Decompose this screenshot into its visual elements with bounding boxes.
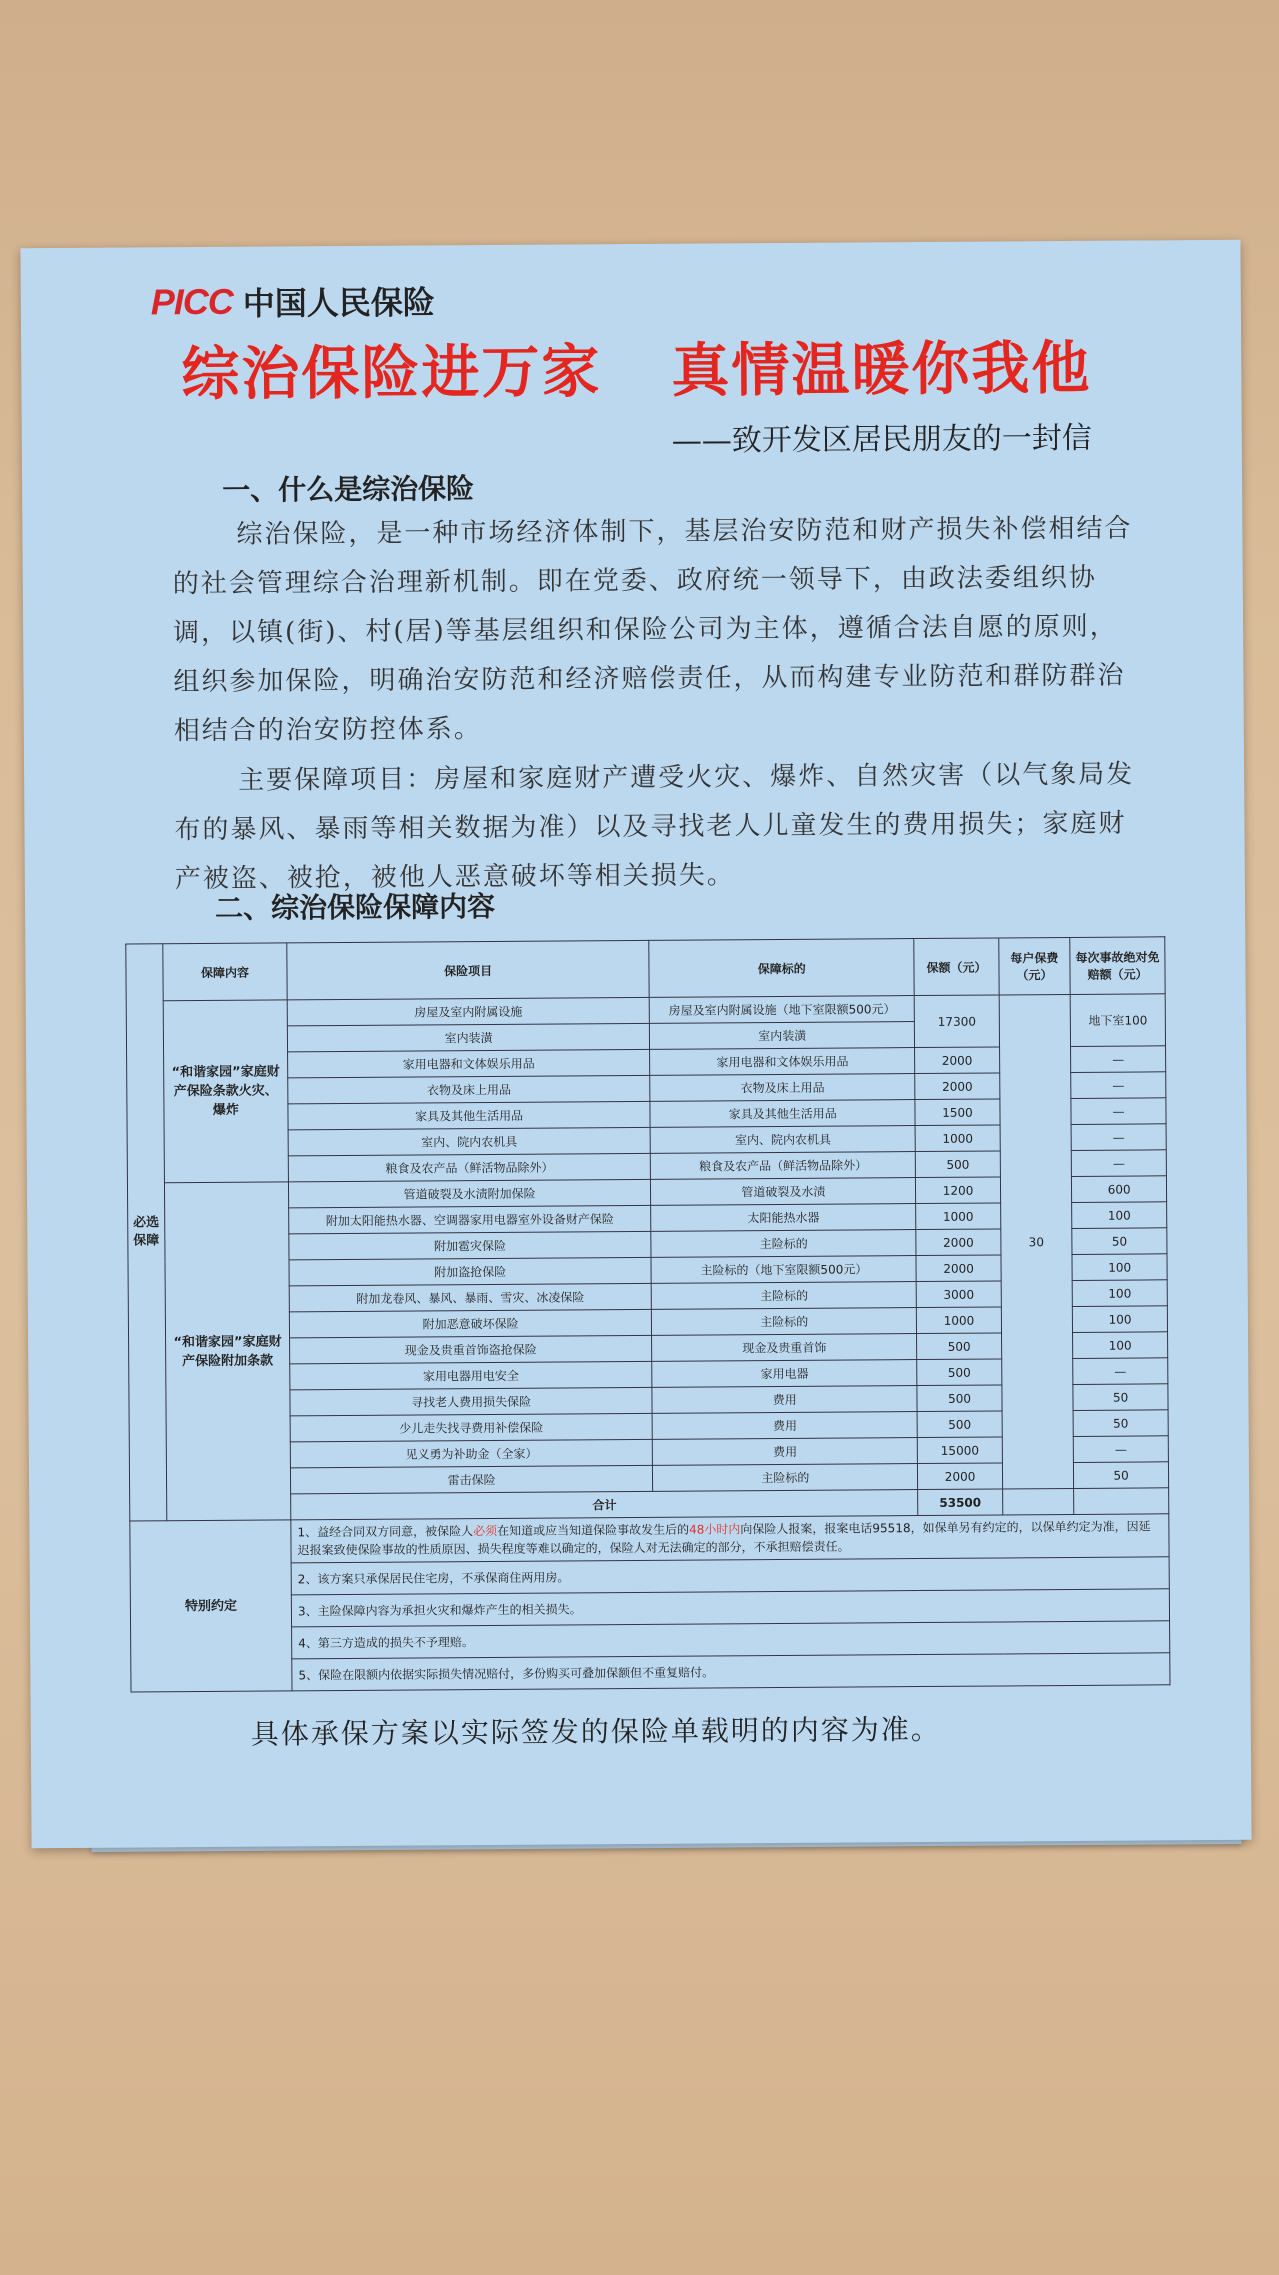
special-term-1-c1_b: 在知道或应当知道保险事故发生后的 (497, 1522, 690, 1538)
cell-item: 附加恶意破坏保险 (289, 1309, 651, 1338)
special-term-1-c1_a: 1、益经合同双方同意，被保险人 (297, 1524, 474, 1540)
cell-amount: 1000 (915, 1125, 999, 1152)
cell-target: 室内装潢 (650, 1022, 915, 1050)
cell-item: 粮食及农产品（鲜活物品除外） (288, 1153, 650, 1182)
section1-title: 一、什么是综治保险 (222, 472, 475, 507)
cell-target: 家具及其他生活用品 (650, 1100, 915, 1128)
group2-label: “和谐家园”家庭财产保险附加条款 (164, 1182, 291, 1521)
cell-target: 太阳能热水器 (651, 1204, 916, 1232)
cell-amount: 2000 (916, 1229, 1000, 1256)
cell-target: 管道破裂及水渍 (651, 1178, 916, 1206)
cell-item: 室内装潢 (287, 1023, 649, 1052)
cell-deductible: 50 (1073, 1384, 1168, 1411)
group1-label: “和谐家园”家庭财产保险条款火灾、爆炸 (163, 1000, 288, 1183)
special-term-1 (291, 1514, 1169, 1563)
cell-deductible: — (1071, 1098, 1166, 1125)
total-value: 53500 (918, 1489, 1002, 1516)
cell-item: 附加盗抢保险 (289, 1257, 651, 1286)
special-term-5: 5、保险在限额内依据实际损失情况赔付，多份购买可叠加保额但不重复赔付。 (292, 1653, 1170, 1691)
header-item: 保险项目 (287, 940, 649, 1000)
section1-para1: 综治保险，是一种市场经济体制下，基层治安防范和财产损失补偿相结合的社会管理综合治理新机制。即在党委、政府统一领导下，由政法委组织协调，以镇(街)、村(居)等基层组织和保险公司为主体，遵循合法自愿的原则，组织参加保险，明确治安防范和经济赔偿责任，从而构建专业防范和群防群治相结合的治安防控体系。 (172, 513, 1133, 747)
cell-amount: 2000 (918, 1463, 1002, 1490)
cell-amount: 15000 (918, 1437, 1002, 1464)
special-term-1-c1_c: 向保险人报案，报案电话95518，如保单另有约定的，以保单约定为准，因延迟报案致使保险事故的性质原因、损失程度等难以确定的，保险人对无法确定的部分，不承担赔偿责任。 (297, 1519, 1151, 1558)
total-label: 合计 (291, 1490, 919, 1520)
cell-item: 衣物及床上用品 (288, 1075, 650, 1104)
cell-amount: 3000 (917, 1281, 1001, 1308)
headline-part1: 综治保险进万家 (181, 337, 602, 409)
cell-target: 主险标的 (651, 1282, 916, 1310)
cell-amount: 500 (917, 1411, 1001, 1438)
company-name: 中国人民保险 (242, 283, 435, 323)
cell-item: 管道破裂及水渍附加保险 (289, 1179, 651, 1208)
cell-deductible: 100 (1072, 1280, 1167, 1307)
header-deductible: 每次事故绝对免赔额（元） (1070, 937, 1165, 995)
cell-deductible: 100 (1072, 1202, 1167, 1229)
cell-amount: 1000 (917, 1307, 1001, 1334)
total-empty (1074, 1488, 1169, 1515)
cell-deductible: — (1071, 1046, 1166, 1073)
cell-deductible: — (1071, 1124, 1166, 1151)
cell-deductible: — (1073, 1436, 1168, 1463)
cell-item: 寻找老人费用损失保险 (290, 1387, 652, 1416)
cell-item: 家用电器用电安全 (290, 1361, 652, 1390)
cell-target: 主险标的 (652, 1308, 917, 1336)
cell-item: 现金及贵重首饰盗抢保险 (290, 1335, 652, 1364)
cell-target: 家用电器和文体娱乐用品 (650, 1048, 915, 1076)
cell-item: 附加雹灾保险 (289, 1231, 651, 1260)
special-term-1-c1_hours: 48小时内 (689, 1522, 741, 1537)
cell-deductible: 100 (1073, 1306, 1168, 1333)
cell-amount-merged: 17300 (915, 995, 1000, 1048)
cell-deductible: — (1073, 1358, 1168, 1385)
cell-deductible: — (1071, 1150, 1166, 1177)
cell-target: 现金及贵重首饰 (652, 1334, 917, 1362)
headline-part2: 真情温暖你我他 (671, 333, 1092, 405)
cell-item: 家具及其他生活用品 (288, 1101, 650, 1130)
cell-amount: 1000 (916, 1203, 1000, 1230)
cell-amount: 2000 (916, 1255, 1000, 1282)
special-term-2: 2、该方案只承保居民住宅房，不承保商住两用房。 (291, 1557, 1169, 1595)
special-term-row (130, 1514, 1169, 1564)
table-header-row (126, 937, 1165, 1001)
cell-target: 衣物及床上用品 (650, 1074, 915, 1102)
letter-subtitle: ——致开发区居民朋友的一封信 (671, 420, 1092, 459)
cell-target: 房屋及室内附属设施（地下室限额500元） (649, 996, 914, 1024)
cell-deductible: 100 (1073, 1332, 1168, 1359)
headline (181, 321, 1092, 411)
brand-header (151, 277, 435, 325)
footer-note: 具体承保方案以实际签发的保险单载明的内容为准。 (250, 1712, 941, 1751)
cell-amount: 500 (917, 1385, 1001, 1412)
cell-target: 家用电器 (652, 1360, 917, 1388)
cell-amount: 2000 (915, 1047, 999, 1074)
section1-para2: 主要保障项目：房屋和家庭财产遭受火灾、爆炸、自然灾害（以气象局发布的暴风、暴雨等相关数据为准）以及寻找老人儿童发生的费用损失；家庭财产被盗、被抢，被他人恶意破坏等相关损失。 (174, 759, 1135, 895)
cell-item: 家用电器和文体娱乐用品 (288, 1049, 650, 1078)
cell-item: 雷击保险 (290, 1465, 652, 1494)
cell-item: 附加太阳能热水器、空调器家用电器室外设备财产保险 (289, 1205, 651, 1234)
cell-deductible: 50 (1073, 1410, 1168, 1437)
cell-target: 主险标的（地下室限额500元） (651, 1256, 916, 1284)
special-term-3: 3、主险保障内容为承担火灾和爆炸产生的相关损失。 (291, 1589, 1169, 1627)
header-premium: 每户保费（元） (998, 937, 1070, 994)
cell-amount: 500 (917, 1333, 1001, 1360)
cell-deductible: — (1071, 1072, 1166, 1099)
cell-item: 附加龙卷风、暴风、暴雨、雪灾、冰凌保险 (289, 1283, 651, 1312)
cell-deductible: 50 (1072, 1228, 1167, 1255)
cell-amount: 1500 (915, 1099, 999, 1126)
cell-target: 主险标的 (651, 1230, 916, 1258)
coverage-table (125, 936, 1170, 1692)
cell-target: 费用 (652, 1412, 917, 1440)
cell-deductible: 50 (1074, 1462, 1169, 1489)
cell-deductible: 地下室100 (1070, 994, 1165, 1047)
premium-value: 30 (999, 994, 1074, 1488)
cell-deductible: 600 (1072, 1176, 1167, 1203)
cell-item: 室内、院内农机具 (288, 1127, 650, 1156)
cell-target: 费用 (652, 1438, 917, 1466)
cell-amount: 1200 (916, 1177, 1000, 1204)
special-terms-label: 特别约定 (130, 1520, 292, 1692)
must-cover-label: 必选保障 (126, 944, 167, 1521)
cell-target: 主险标的 (653, 1464, 918, 1492)
section2-title: 二、综治保险保障内容 (214, 889, 496, 925)
header-target: 保障标的 (649, 939, 915, 998)
header-amount: 保额（元） (914, 938, 999, 996)
cell-deductible: 100 (1072, 1254, 1167, 1281)
cell-target: 粮食及农产品（鲜活物品除外） (650, 1152, 915, 1180)
cell-amount: 500 (916, 1151, 1000, 1178)
cell-target: 室内、院内农机具 (650, 1126, 915, 1154)
cell-item: 房屋及室内附属设施 (287, 997, 649, 1026)
picc-logo: PICC (150, 280, 233, 323)
cell-target: 费用 (652, 1386, 917, 1414)
special-term-1-c1_must: 必须 (473, 1523, 498, 1539)
special-term-4: 4、第三方造成的损失不予理赔。 (292, 1621, 1170, 1659)
cell-amount: 2000 (915, 1073, 999, 1100)
cell-amount: 500 (917, 1359, 1001, 1386)
insurance-letter-sheet (20, 240, 1251, 1848)
cell-item: 少儿走失找寻费用补偿保险 (290, 1413, 652, 1442)
header-content: 保障内容 (163, 943, 288, 1001)
total-empty (1002, 1488, 1074, 1514)
cell-item: 见义勇为补助金（全家） (290, 1439, 652, 1468)
